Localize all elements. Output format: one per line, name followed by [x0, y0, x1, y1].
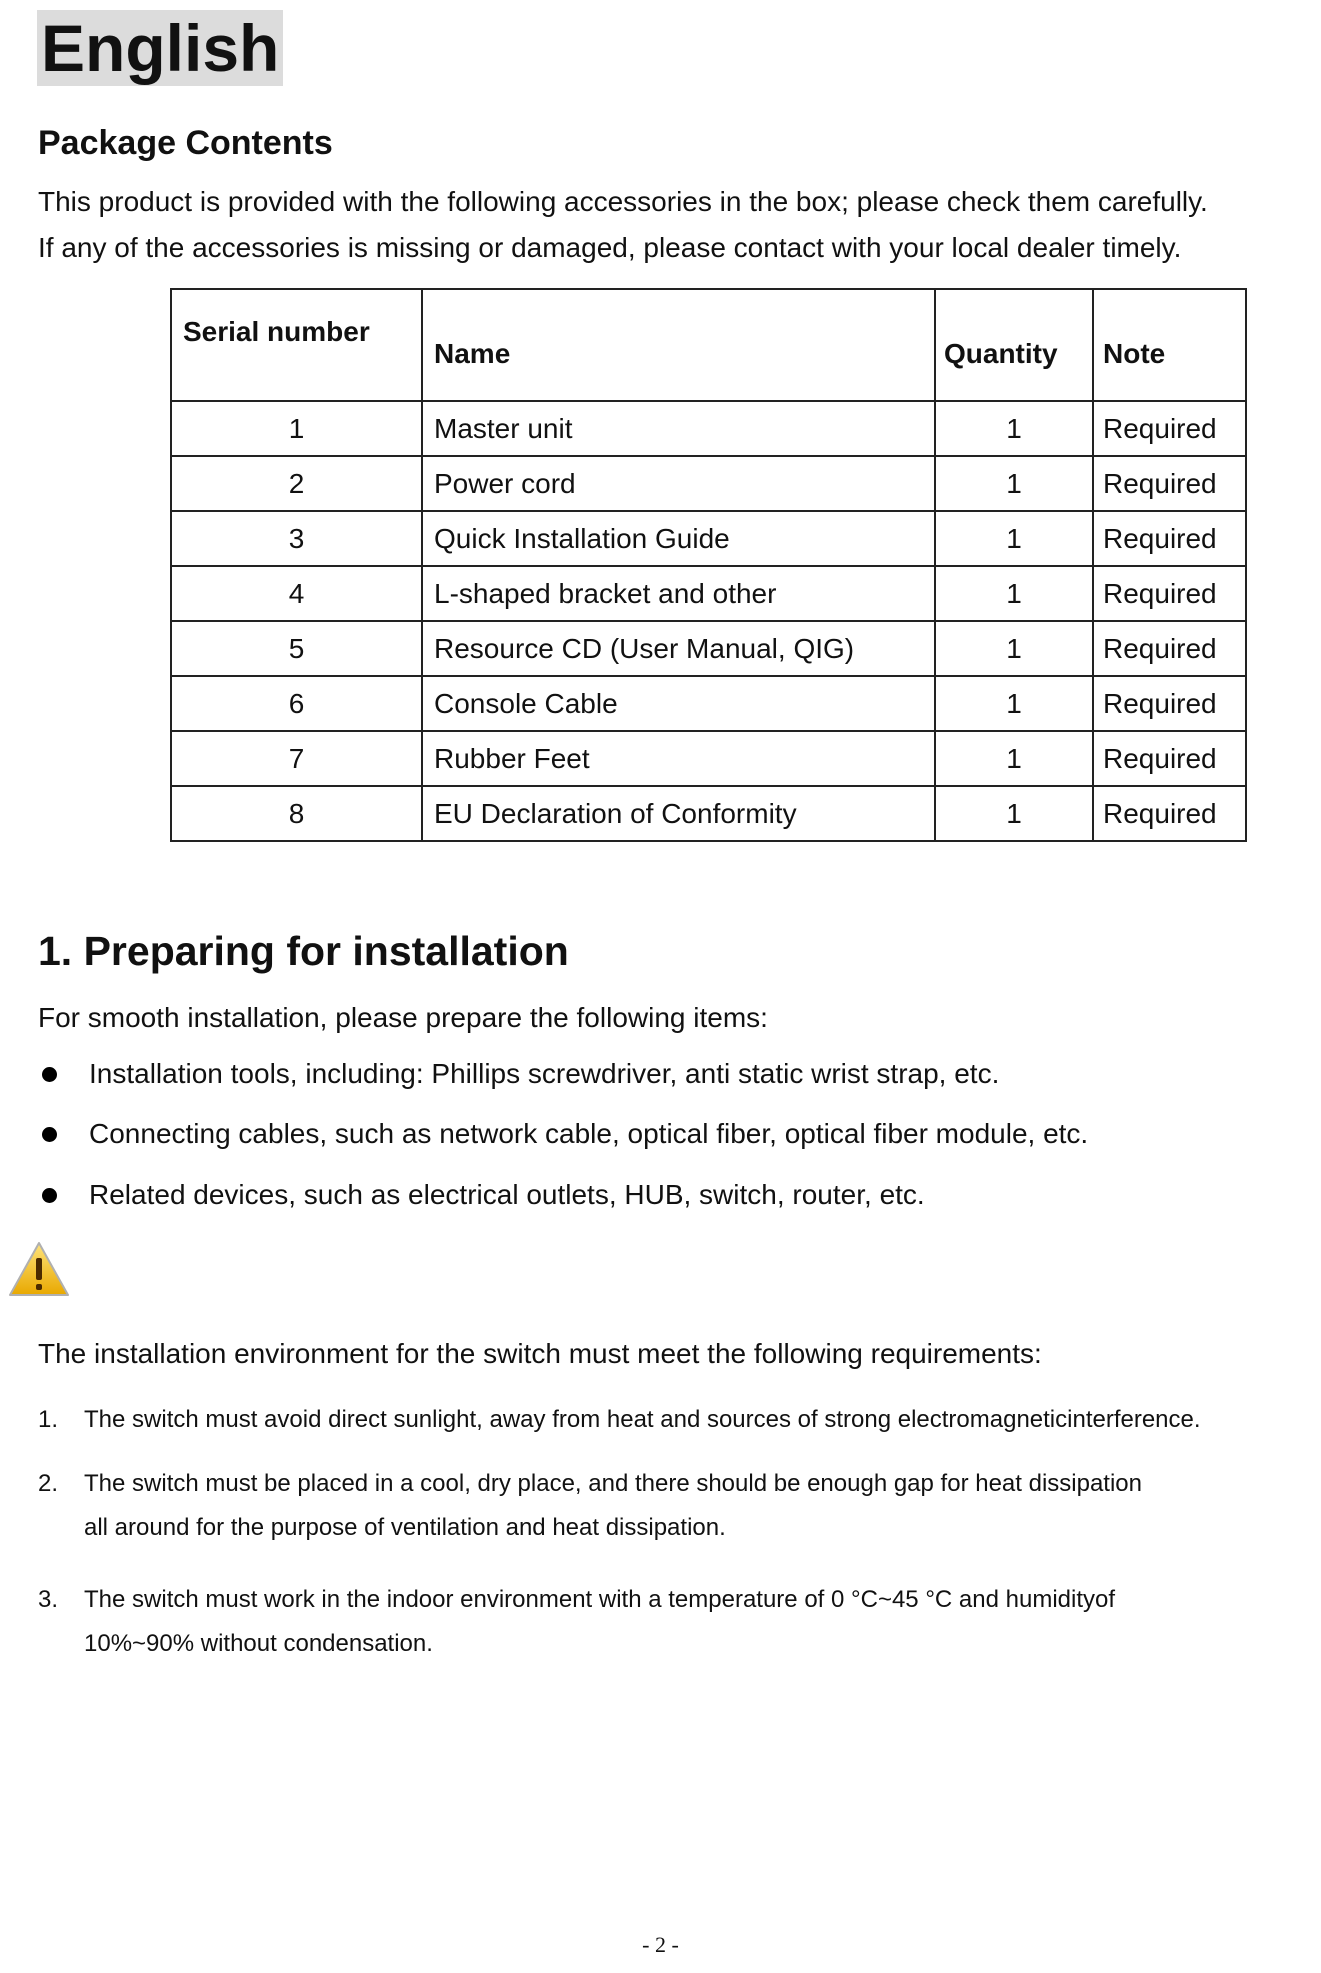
page-number: - 2 - — [642, 1932, 679, 1957]
requirement-number: 2. — [38, 1470, 59, 1497]
cell-note: Required — [1093, 511, 1246, 566]
warning-triangle-icon-svg — [8, 1240, 70, 1298]
cell-quantity: 1 — [935, 456, 1093, 511]
warning-triangle-icon — [8, 1240, 70, 1298]
cell-name: L-shaped bracket and other — [422, 566, 935, 621]
cell-quantity: 1 — [935, 621, 1093, 676]
header-serial-number: Serial number — [171, 289, 422, 401]
cell-note: Required — [1093, 401, 1246, 456]
cell-name: EU Declaration of Conformity — [422, 786, 935, 841]
cell-name: Rubber Feet — [422, 731, 935, 786]
table-header-row — [171, 289, 1246, 401]
header-quantity: Quantity — [935, 289, 1093, 401]
requirement-number: 3. — [38, 1586, 59, 1613]
cell-serial: 5 — [171, 621, 422, 676]
table-row — [171, 621, 1246, 676]
list-item — [38, 1058, 999, 1090]
table-row — [171, 786, 1246, 841]
environment-intro: The installation environment for the switch must meet the following requirements: — [38, 1338, 1042, 1369]
bullet-icon — [42, 1188, 57, 1203]
requirement-text: The switch must be placed in a cool, dry place, and there should be enough gap for heat dissipation — [84, 1470, 1143, 1497]
cell-note: Required — [1093, 676, 1246, 731]
requirement-item — [38, 1398, 1201, 1442]
cell-serial: 4 — [171, 566, 422, 621]
requirement-text-continued: 10%~90% without condensation. — [84, 1630, 433, 1657]
table-row — [171, 511, 1246, 566]
requirement-text: The switch must avoid direct sunlight, away from heat and sources of strong electromagneticinterference. — [84, 1406, 1201, 1433]
cell-quantity: 1 — [935, 401, 1093, 456]
cell-quantity: 1 — [935, 676, 1093, 731]
list-item — [38, 1179, 925, 1211]
table-row — [171, 456, 1246, 511]
cell-name: Console Cable — [422, 676, 935, 731]
cell-serial: 3 — [171, 511, 422, 566]
bullet-text: Related devices, such as electrical outlets, HUB, switch, router, etc. — [89, 1179, 925, 1210]
cell-name: Resource CD (User Manual, QIG) — [422, 621, 935, 676]
cell-quantity: 1 — [935, 511, 1093, 566]
bullet-icon — [42, 1067, 57, 1082]
cell-quantity: 1 — [935, 786, 1093, 841]
requirement-number: 1. — [38, 1406, 59, 1433]
header-note: Note — [1093, 289, 1246, 401]
cell-name: Master unit — [422, 401, 935, 456]
cell-note: Required — [1093, 731, 1246, 786]
list-item — [38, 1118, 1088, 1150]
requirement-text-continued: all around for the purpose of ventilation and heat dissipation. — [84, 1514, 726, 1541]
cell-note: Required — [1093, 456, 1246, 511]
bullet-icon — [42, 1127, 57, 1142]
table-row — [171, 566, 1246, 621]
requirement-item — [38, 1462, 1142, 1550]
language-title: English — [37, 10, 283, 86]
bullet-text: Installation tools, including: Phillips screwdriver, anti static wrist strap, etc. — [89, 1058, 1000, 1089]
header-name: Name — [422, 289, 935, 401]
cell-quantity: 1 — [935, 566, 1093, 621]
requirement-text: The switch must work in the indoor environment with a temperature of 0 °C~45 °C and humidityof — [84, 1586, 1116, 1613]
package-contents-table — [170, 288, 1247, 842]
cell-name: Quick Installation Guide — [422, 511, 935, 566]
cell-quantity: 1 — [935, 731, 1093, 786]
package-contents-heading: Package Contents — [38, 124, 333, 162]
cell-serial: 6 — [171, 676, 422, 731]
cell-serial: 7 — [171, 731, 422, 786]
cell-serial: 1 — [171, 401, 422, 456]
preparing-heading: 1. Preparing for installation — [38, 928, 569, 974]
preparing-intro: For smooth installation, please prepare the following items: — [38, 1002, 768, 1033]
bullet-text: Connecting cables, such as network cable, optical fiber, optical fiber module, etc. — [89, 1118, 1089, 1149]
package-intro-line-1: This product is provided with the following accessories in the box; please check them carefully. — [38, 186, 1208, 217]
cell-note: Required — [1093, 566, 1246, 621]
cell-name: Power cord — [422, 456, 935, 511]
cell-serial: 8 — [171, 786, 422, 841]
package-intro-line-2: If any of the accessories is missing or damaged, please contact with your local dealer timely. — [38, 232, 1182, 263]
requirement-item — [38, 1578, 1115, 1666]
table-row — [171, 401, 1246, 456]
table-row — [171, 731, 1246, 786]
cell-note: Required — [1093, 786, 1246, 841]
table-row — [171, 676, 1246, 731]
cell-note: Required — [1093, 621, 1246, 676]
cell-serial: 2 — [171, 456, 422, 511]
